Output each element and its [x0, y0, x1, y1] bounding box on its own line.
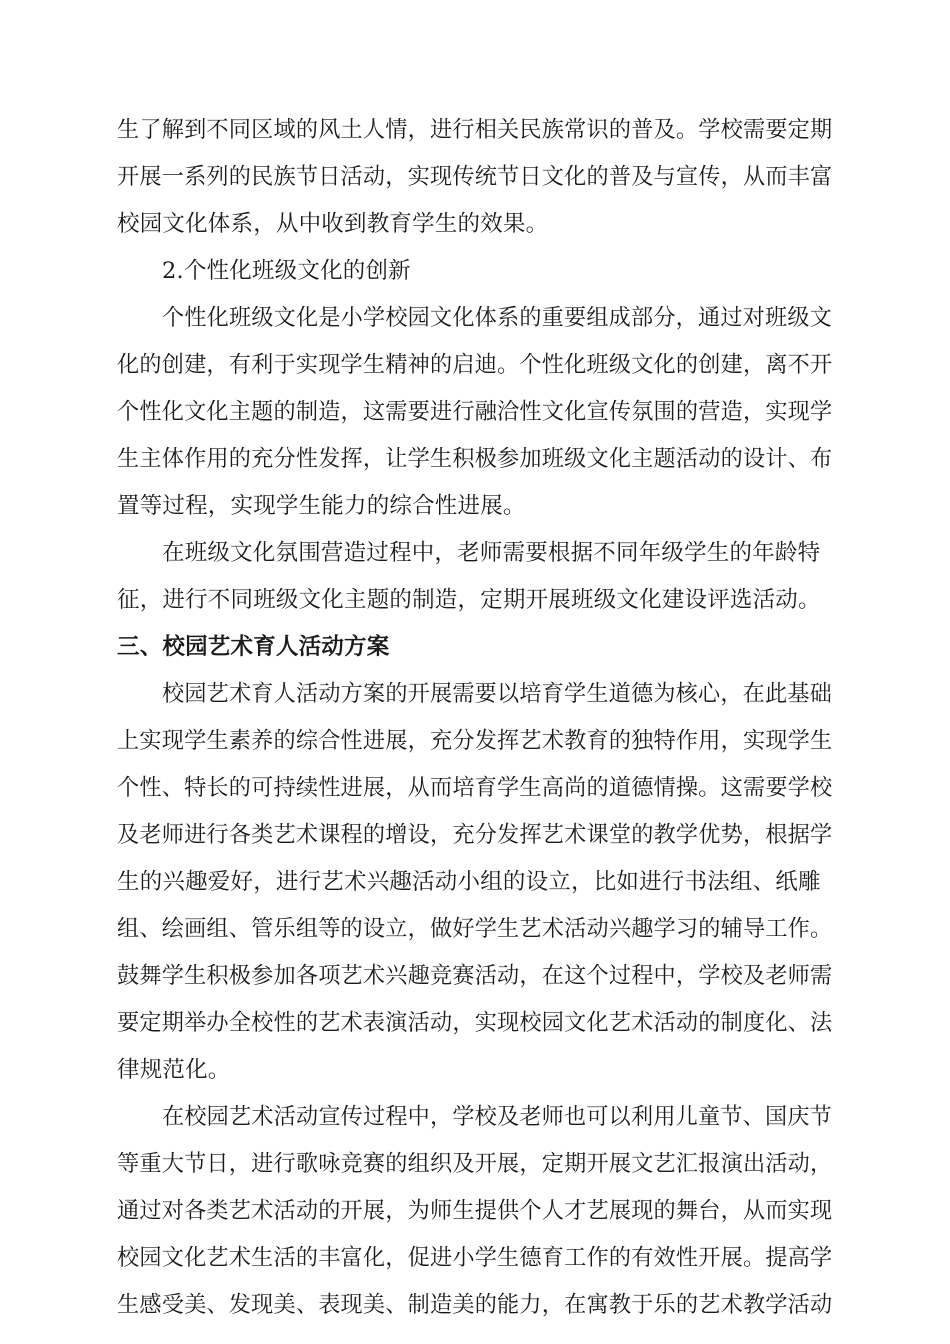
paragraph-line: 要定期举办全校性的艺术表演活动，实现校园文化艺术活动的制度化、法 [117, 1010, 833, 1036]
paragraph-line: 个性化班级文化是小学校园文化体系的重要组成部分，通过对班级文 [162, 305, 833, 331]
paragraph-line: 化的创建，有利于实现学生精神的启迪。个性化班级文化的创建，离不开 [117, 352, 833, 378]
paragraph-line: 在班级文化氛围营造过程中，老师需要根据不同年级学生的年龄特 [162, 540, 821, 566]
paragraph-line: 置等过程，实现学生能力的综合性进展。 [117, 493, 526, 519]
paragraph-line: 生了解到不同区域的风土人情，进行相关民族常识的普及。学校需要定期 [117, 117, 833, 143]
paragraph-line: 上实现学生素养的综合性进展，充分发挥艺术教育的独特作用，实现学生 [117, 728, 833, 754]
paragraph-line: 开展一系列的民族节日活动，实现传统节日文化的普及与宣传，从而丰富 [117, 164, 833, 190]
paragraph-line: 校园文化艺术生活的丰富化，促进小学生德育工作的有效性开展。提高学 [117, 1245, 833, 1271]
paragraph-line: 组、绘画组、管乐组等的设立，做好学生艺术活动兴趣学习的辅导工作。 [117, 916, 833, 942]
paragraph-line: 个性化文化主题的制造，这需要进行融洽性文化宣传氛围的营造，实现学 [117, 399, 833, 425]
paragraph-line: 及老师进行各类艺术课程的增设，充分发挥艺术课堂的教学优势，根据学 [117, 822, 833, 848]
paragraph-line: 征，进行不同班级文化主题的制造，定期开展班级文化建设评选活动。 [117, 587, 821, 613]
paragraph-line: 生感受美、发现美、表现美、制造美的能力，在寓教于乐的艺术教学活动 [117, 1292, 833, 1318]
paragraph-line: 在校园艺术活动宣传过程中，学校及老师也可以利用儿童节、国庆节 [162, 1104, 833, 1130]
paragraph-line: 校园艺术育人活动方案的开展需要以培育学生道德为核心，在此基础 [162, 681, 833, 707]
paragraph-line: 等重大节日，进行歌咏竞赛的组织及开展，定期开展文艺汇报演出活动， [117, 1151, 833, 1177]
paragraph-line: 个性、特长的可持续性进展，从而培育学生高尚的道德情操。这需要学校 [117, 775, 833, 801]
paragraph-line: 律规范化。 [117, 1057, 231, 1083]
paragraph-line: 生的兴趣爱好，进行艺术兴趣活动小组的设立，比如进行书法组、纸雕 [117, 869, 821, 895]
subsection-heading: 2.个性化班级文化的创新 [162, 258, 411, 284]
paragraph-line: 校园文化体系，从中收到教育学生的效果。 [117, 211, 549, 237]
paragraph-line: 鼓舞学生积极参加各项艺术兴趣竞赛活动，在这个过程中，学校及老师需 [117, 963, 833, 989]
paragraph-line: 通过对各类艺术活动的开展，为师生提供个人才艺展现的舞台，从而实现 [117, 1198, 833, 1224]
section-heading: 三、校园艺术育人活动方案 [117, 634, 390, 660]
paragraph-line: 生主体作用的充分性发挥，让学生积极参加班级文化主题活动的设计、布 [117, 446, 833, 472]
